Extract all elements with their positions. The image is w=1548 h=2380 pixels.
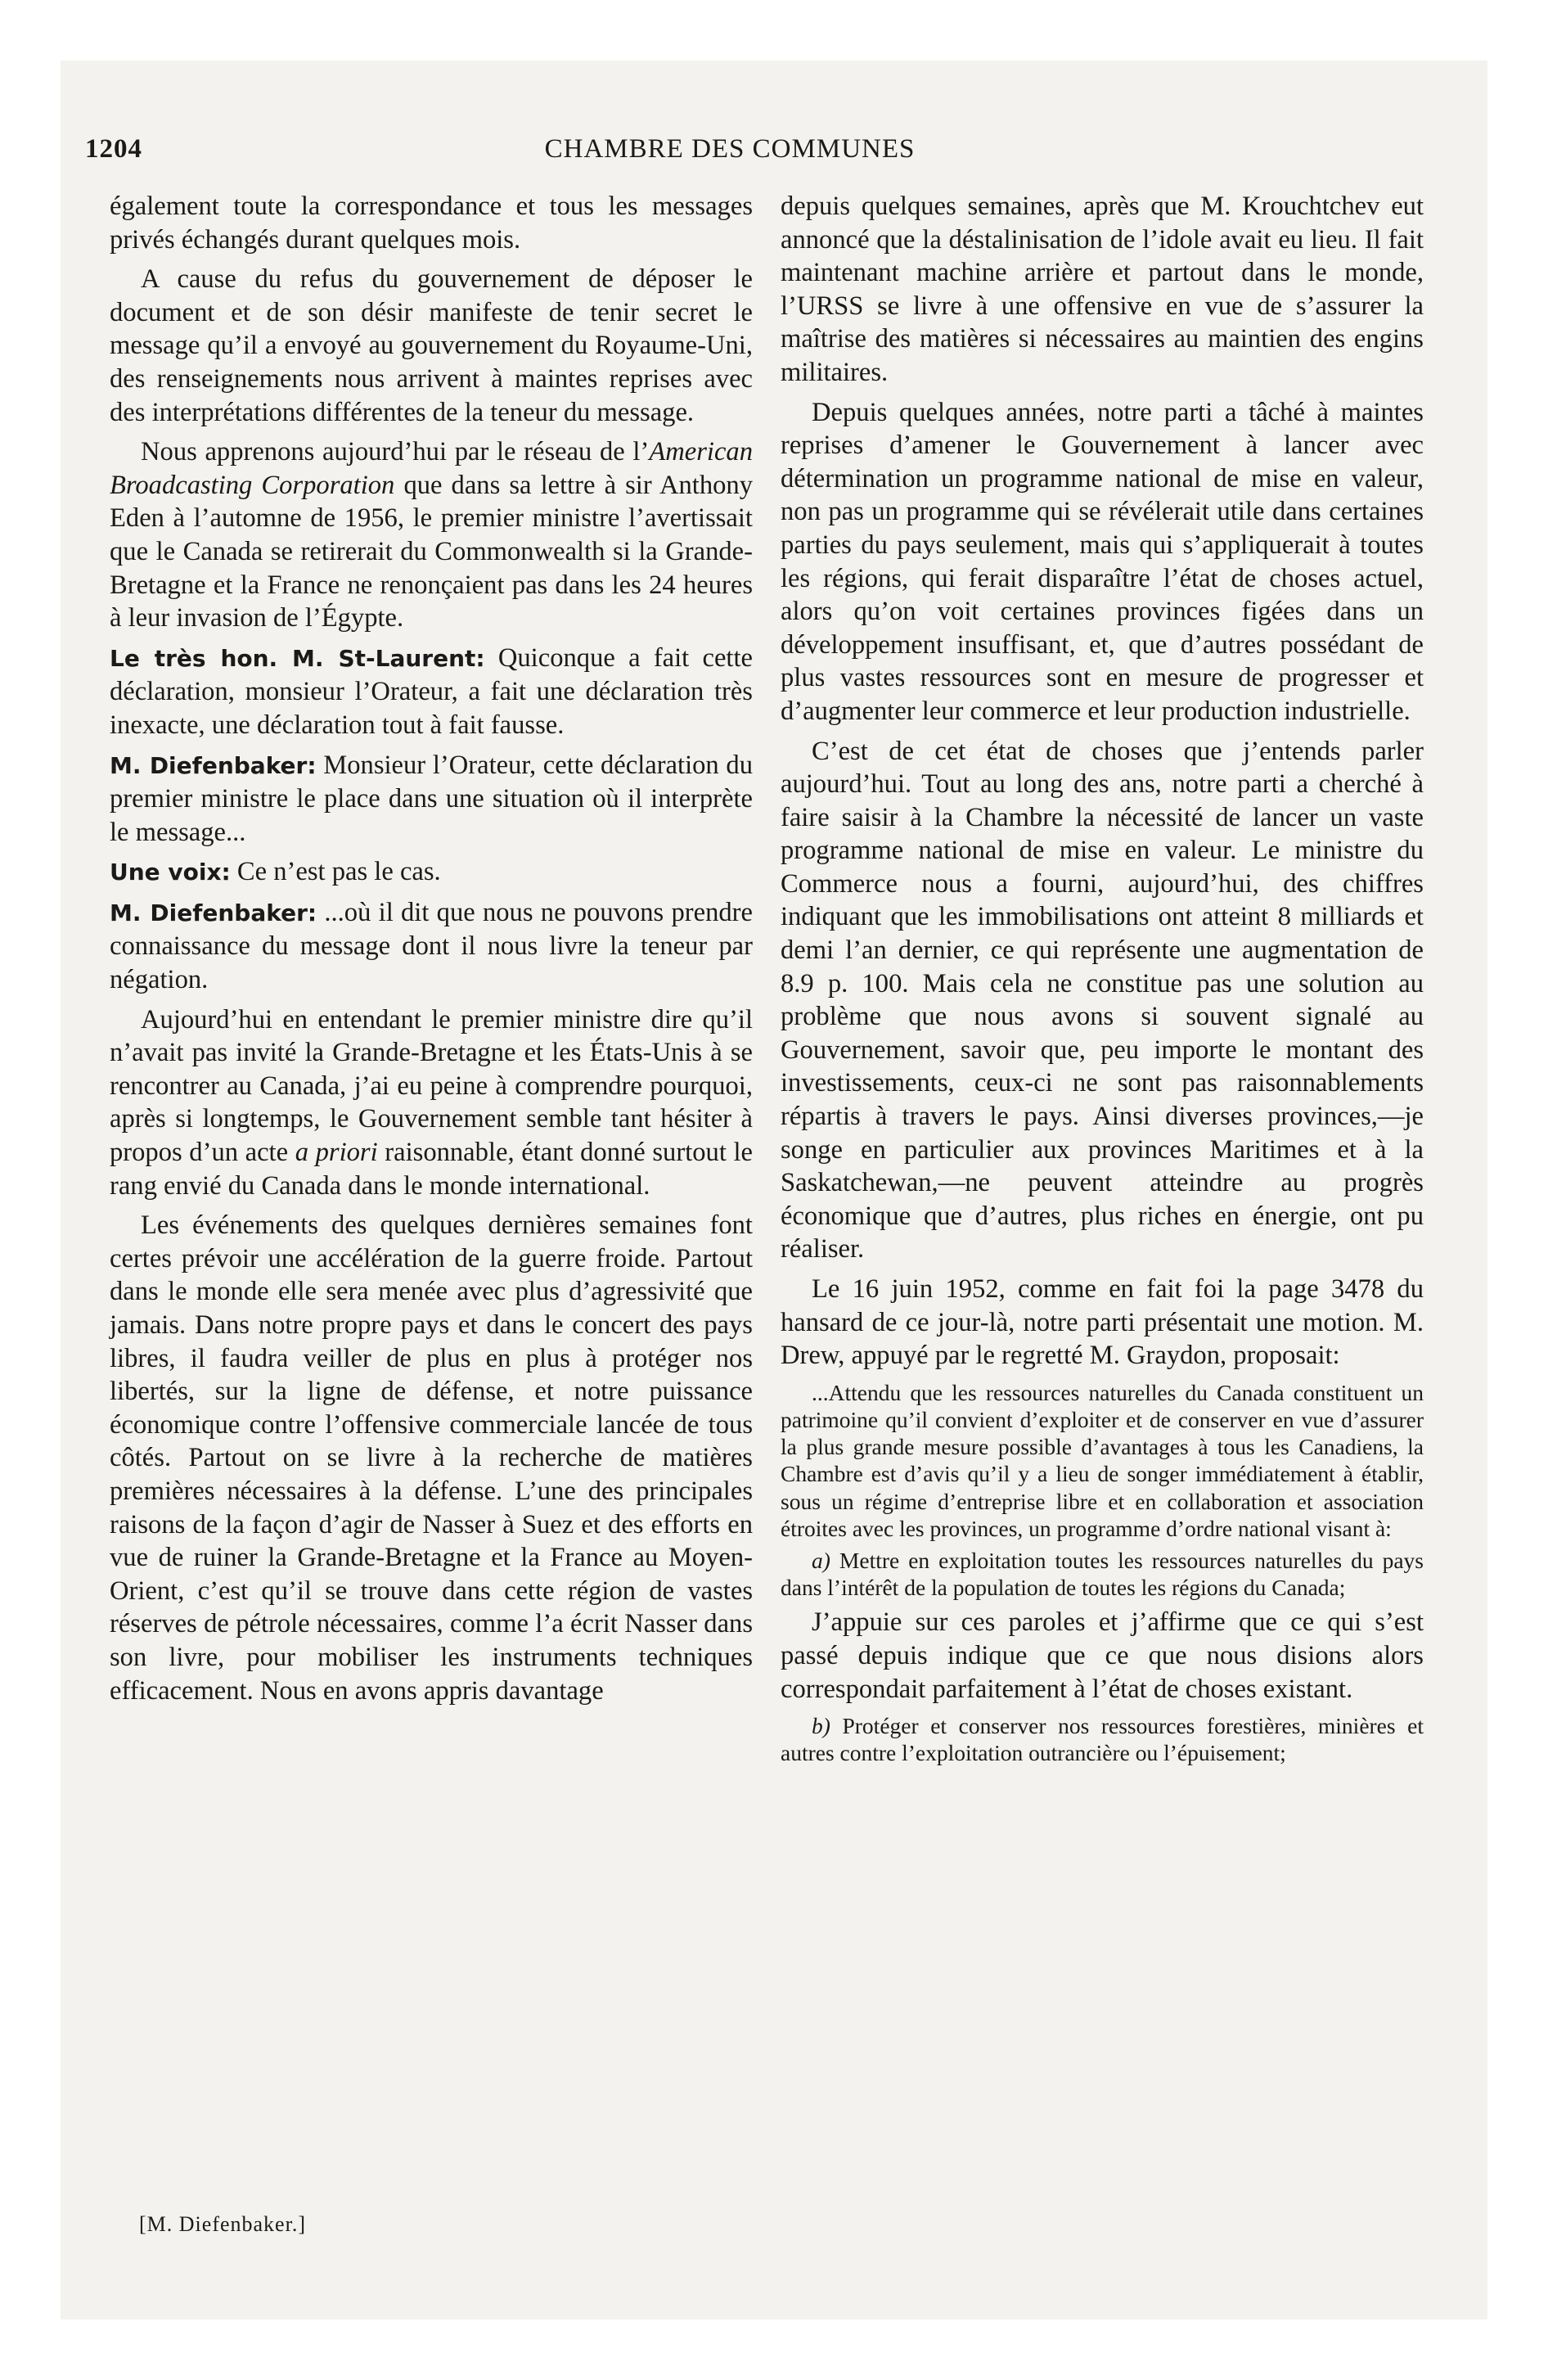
quote-item [781,1547,1424,1601]
item-text: Protéger et conserver nos ressources forestières, minières et autres contre l’exploitation outrancière ou l’épuisement; [781,1713,1424,1766]
speaker-turn [110,642,753,742]
text: raisonnable, étant donné surtout le rang envié du Canada dans le monde international. [110,1138,754,1201]
item-label: b) [812,1713,830,1739]
paragraph: Les événements des quelques dernières semaines font certes prévoir une accélération de la guerre froide. Partout dans le monde elle sera menée avec plus d’agressivité que jamais. Dans notre propre pays et dans le concert des pays libres, il faudra veiller de plus en plus à protéger nos libertés, sur la ligne de défense, et notre puissance économique contre l’offensive commerciale lancée de tous côtés. Partout on se livre à la recherche de matières premières nécessaires à la défense. L’une des principales raisons de la façon d’agir de Nasser à Suez et des efforts en vue de ruiner la Grande-Bretagne et la France au Moyen-Orient, c’est qu’il se trouve dans cette région de vastes réserves de pétrole nécessaires, comme l’a écrit Nasser dans son livre, pour mobiliser les instruments techniques efficacement. Nous en avons appris davantage [110,1210,753,1706]
page-number: 1204 [85,134,142,164]
italic-text: a priori [295,1138,378,1168]
speech-text: ...où il dit que nous ne pouvons prendre connaissance du message dont il nous livre la teneur par négation. [110,897,753,995]
page-title: CHAMBRE DES COMMUNES [544,134,916,164]
text: Aujourd’hui en entendant le premier ministre dire qu’il n’avait pas invité la Grande-Bretagne et les États-Unis à se rencontrer au Canada, j’ai eu peine à comprendre pourquoi, après si longtemps, le Gouvernement semble tant hésiter à propos d’un acte [110,1004,753,1168]
paragraph: également toute la correspondance et tous les messages privés échangés durant quelques mois. [110,192,753,255]
paragraph: C’est de cet état de choses que j’entends parler aujourd’hui. Tout au long des ans, notre parti a cherché à faire saisir à la Chambre la nécessité de lancer un vaste programme national de mise en valeur. Le ministre du Commerce nous a fourni, aujourd’hui, des chiffres indiquant que les immobilisations ont atteint 8 milliards et demi l’an dernier, ce qui représente une augmentation de 8.9 p. 100. Mais cela ne constitue pas une solution au problème que nous avons si souvent signalé au Gouvernement, savoir que, peu importe le montant des investissements, ceux-ci ne sont pas raisonnablements répartis à travers le pays. Ainsi diverses provinces,—je songe en particulier aux provinces Maritimes et à la Saskatchewan,—ne peuvent atteindre au progrès économique que d’autres, plus riches en énergie, ont pu réaliser. [781,736,1424,1264]
speech-text: Ce n’est pas le cas. [230,857,441,887]
paragraph: Le 16 juin 1952, comme en fait foi la page 3478 du hansard de ce jour-là, notre parti présentait une motion. M. Drew, appuyé par le regretté M. Graydon, proposait: [781,1274,1424,1371]
speaker-name: Une voix: [110,859,231,886]
speaker-name: Le très hon. M. St-Laurent: [110,644,485,672]
item-label: a) [812,1548,830,1573]
text: Nous apprenons aujourd’hui par le réseau de l’ [141,437,650,467]
page-header [85,134,1375,170]
italic-text: American Broadcasting Corporation [110,437,753,500]
paragraph: depuis quelques semaines, après que M. Krouchtchev eut annoncé que la déstalinisation de l’idole avait eu lieu. Il fait maintenant machine arrière et partout dans le monde, l’URSS se livre à une offensive en vue de s’assurer la maîtrise des matières si nécessaires au maintien des engins militaires. [781,192,1424,387]
paragraph [110,1003,753,1203]
speaker-name: M. Diefenbaker: [110,751,317,779]
text: que dans sa lettre à sir Anthony Eden à l’automne de 1956, le premier ministre l’avertissait que le Canada se retirerait du Commonwealth si la Grande-Bretagne et la France ne renonçaient pas dans les 24 heures à leur invasion de l’Égypte. [110,470,753,633]
paragraph: Depuis quelques années, notre parti a tâché à maintes reprises d’amener le Gouvernement à lancer avec détermination un programme national de mise en valeur, non pas un programme qui se révélerait utile dans certaines parties du pays seulement, mais qui s’appliquerait à toutes les régions, qui ferait disparaître l’état de choses actuel, alors qu’on voit certaines provinces figées dans un développement insuffisant, et, que d’autres possédant de plus vastes ressources sont en mesure de progresser et d’augmenter leur commerce et leur production industrielle. [781,397,1424,726]
speech-text: Monsieur l’Orateur, cette déclaration du premier ministre le place dans une situation où il interprète le message... [110,750,753,847]
speaker-name: M. Diefenbaker: [110,899,317,926]
right-column [781,190,1424,1772]
speaker-turn [110,855,753,890]
speaker-turn [110,896,753,997]
left-column [110,190,753,1714]
paragraph: A cause du refus du gouvernement de déposer le document et de son désir manifeste de tenir secret le message qu’il a envoyé au gouvernement du Royaume-Uni, des renseignements nous arrivent à maintes reprises avec des interprétations différentes de la teneur du message. [110,264,753,427]
speaker-turn [110,749,753,850]
speech-text: Quiconque a fait cette déclaration, monsieur l’Orateur, a fait une déclaration très inexacte, une déclaration tout à fait fausse. [110,642,753,740]
quote-item [781,1712,1424,1766]
item-text: Mettre en exploitation toutes les ressources naturelles du pays dans l’intérêt de la population de toutes les régions du Canada; [781,1548,1424,1601]
paragraph: J’appuie sur ces paroles et j’affirme que ce qui s’est passé depuis indique que ce que nous disions alors correspondait parfaitement à l’état de choses existant. [781,1607,1424,1704]
block-quote: ...Attendu que les ressources naturelles du Canada constituent un patrimoine qu’il convient d’exploiter et de conserver en vue d’assurer la plus grande mesure possible d’avantages à tous les Canadiens, la Chambre est d’avis qu’il y a lieu de songer immédiatement à établir, sous un régime d’entreprise libre et en collaboration et association étroites avec les provinces, un programme d’ordre national visant à: [781,1379,1424,1541]
paragraph [110,435,753,635]
speaker-footnote: [M. Diefenbaker.] [139,2212,306,2236]
